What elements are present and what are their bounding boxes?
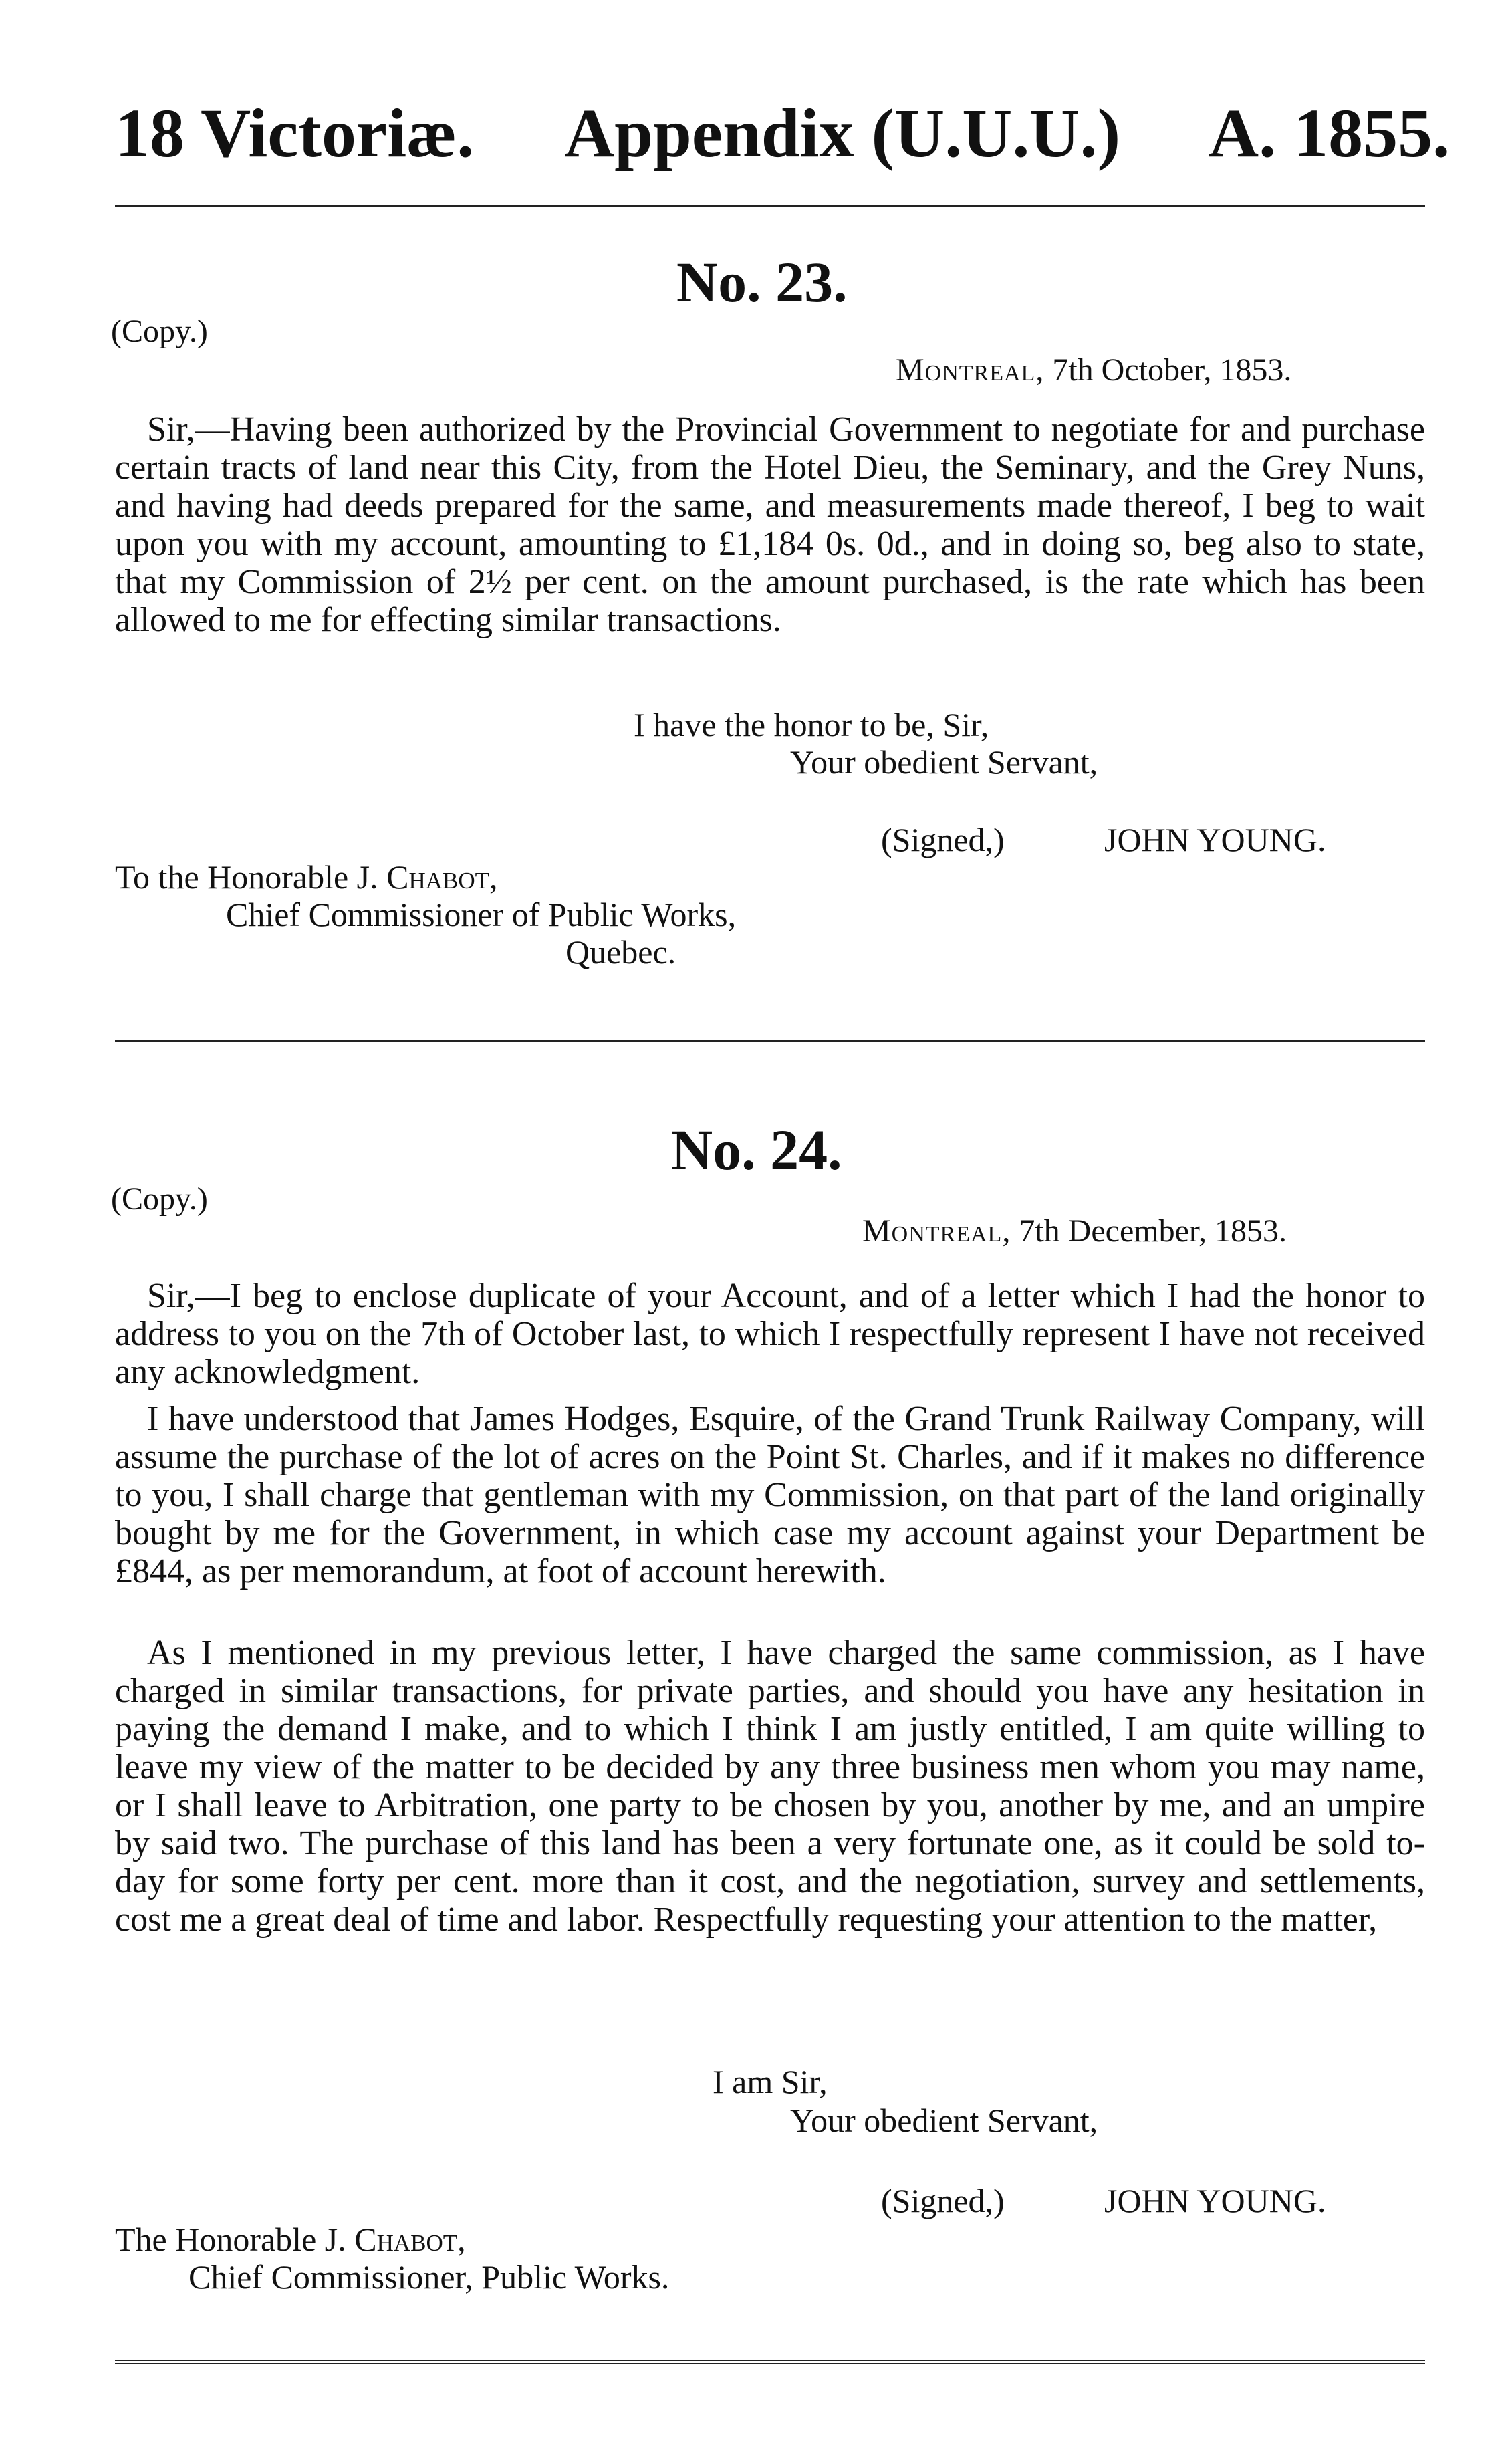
addressee-line bbox=[115, 858, 498, 896]
signed-label: (Signed,) bbox=[881, 821, 1005, 858]
addressee-title: Chief Commissioner, Public Works. bbox=[188, 2258, 670, 2296]
dateline-date: 7th December, 1853. bbox=[1019, 1213, 1287, 1249]
signature-name: JOHN YOUNG. bbox=[1104, 821, 1326, 858]
section-rule bbox=[115, 1040, 1425, 1042]
copy-label: (Copy.) bbox=[111, 1181, 208, 1217]
dateline-date: 7th October, 1853. bbox=[1052, 352, 1292, 388]
signed-label: (Signed,) bbox=[881, 2182, 1005, 2219]
dateline bbox=[862, 1213, 1287, 1250]
letter-number: No. 24. bbox=[671, 1118, 842, 1182]
header-session: 18 Victoriæ. bbox=[115, 95, 475, 172]
addressee-line bbox=[115, 2221, 466, 2258]
letter-paragraph: Sir,—I beg to enclose duplicate of your Account, and of a letter which I had the honor to address to you on the 7th of October last, to which I respectfully represent I have not received any acknowledgment. bbox=[115, 1277, 1425, 1391]
header-appendix: Appendix (U.U.U.) bbox=[564, 95, 1121, 172]
closing-salutation: I have the honor to be, Sir, bbox=[634, 706, 989, 743]
letter-paragraph: As I mentioned in my previous letter, I have charged the same commission, as I have charged in similar transactions, for private parties, and should you have any hesitation in paying the demand I make, and to which I think I am justly entitled, I am quite willing to leave my view of the matter to be decided by any three business men whom you may name, or I shall leave to Arbitration, one party to be chosen by you, another by me, and an umpire by said two. The purchase of this land has been a very fortunate one, as it could be sold to-day for some forty per cent. more than it cost, and the negotiation, survey and settlements, cost me a great deal of time and labor. Respectfully requesting your attention to the matter, bbox=[115, 1634, 1425, 1939]
closing-servant: Your obedient Servant, bbox=[790, 2102, 1098, 2139]
dateline bbox=[896, 352, 1291, 389]
addressee-prefix: The Honorable J. bbox=[115, 2221, 346, 2258]
running-header bbox=[115, 94, 1451, 187]
letter-number: No. 23. bbox=[676, 250, 848, 314]
addressee-name: Chabot, bbox=[386, 858, 498, 896]
dateline-city: Montreal, bbox=[862, 1213, 1011, 1249]
dateline-city: Montreal, bbox=[896, 352, 1045, 388]
footer-rule bbox=[115, 2360, 1425, 2364]
addressee-title: Chief Commissioner of Public Works, bbox=[226, 896, 737, 933]
header-rule bbox=[115, 205, 1425, 207]
letter-paragraph: I have understood that James Hodges, Esquire, of the Grand Trunk Railway Company, will assume the purchase of the lot of acres on the Point St. Charles, and if it makes no difference to you, I shall charge that gentleman with my Commission, on that part of the land originally bought by me for the Government, in which case my account against your Department be £844, as per memorandum, at foot of account herewith. bbox=[115, 1400, 1425, 1590]
letter-paragraph: Sir,—Having been authorized by the Provincial Government to negotiate for and purchase certain tracts of land near this City, from the Hotel Dieu, the Seminary, and the Grey Nuns, and having had deeds prepared for the same, and measurements made thereof, I beg to wait upon you with my account, amounting to £1,184 0s. 0d., and in doing so, beg also to state, that my Commission of 2½ per cent. on the amount purchased, is the rate which has been allowed to me for effecting similar transactions. bbox=[115, 410, 1425, 639]
addressee-name: Chabot, bbox=[354, 2221, 466, 2258]
signature-name: JOHN YOUNG. bbox=[1104, 2182, 1326, 2219]
copy-label: (Copy.) bbox=[111, 314, 208, 349]
header-year: A. 1855. bbox=[1209, 95, 1451, 172]
addressee-place: Quebec. bbox=[565, 933, 676, 971]
closing-salutation: I am Sir, bbox=[713, 2063, 828, 2100]
addressee-prefix: To the Honorable J. bbox=[115, 858, 378, 896]
closing-servant: Your obedient Servant, bbox=[790, 743, 1098, 781]
